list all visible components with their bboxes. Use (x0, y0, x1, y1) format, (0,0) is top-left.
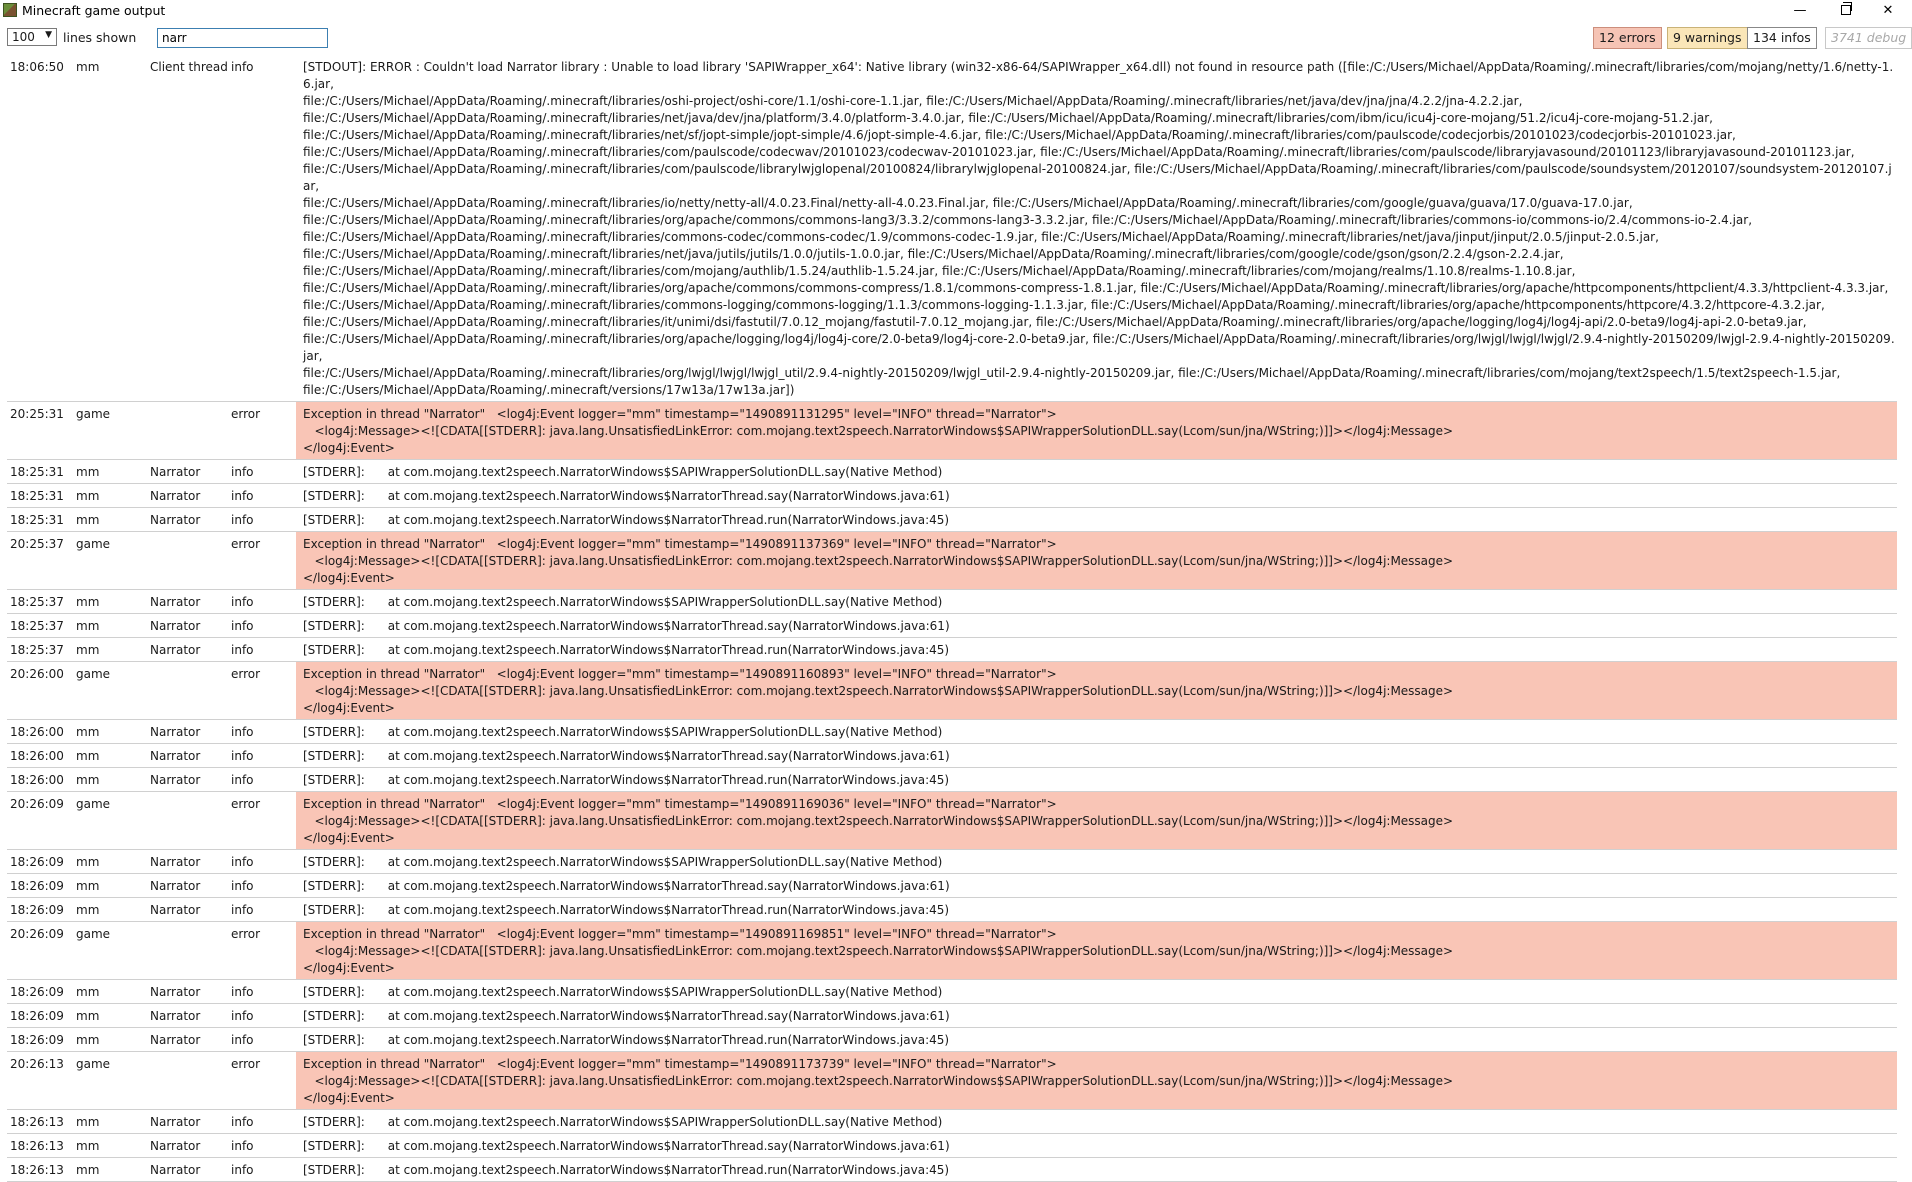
log-message: [STDERR]: at com.mojang.text2speech.NarratorWindows$NarratorThread.run(NarratorWindows.java:45) (303, 1033, 950, 1047)
log-level: info (231, 1009, 254, 1023)
log-thread: Narrator (150, 903, 201, 917)
log-level: info (231, 1163, 254, 1177)
log-level: error (231, 667, 261, 681)
log-time: 18:25:37 (10, 595, 64, 609)
log-message: Exception in thread "Narrator" <log4j:Event logger="mm" timestamp="1490891160893" level="INFO" thread="Narrator"> <log4j:Message><![CDATA[[STDERR]: java.lang.UnsatisfiedLinkError: com.mojang.text2speech.NarratorWindows$SAPIWrapperSolutionDLL.say(Lcom/sun/jna/WString;)]]></log4j:Message> </log4j:Event> (296, 662, 1897, 719)
log-time: 20:26:13 (10, 1057, 64, 1071)
log-thread: Narrator (150, 985, 201, 999)
log-row[interactable] (7, 898, 1897, 922)
infos-filter-badge[interactable]: 134 infos (1747, 27, 1817, 49)
log-time: 18:26:09 (10, 1033, 64, 1047)
log-source: mm (76, 985, 100, 999)
log-level: info (231, 985, 254, 999)
log-level: info (231, 1139, 254, 1153)
lines-shown-label: lines shown (63, 30, 137, 45)
log-level: error (231, 407, 261, 421)
log-source: mm (76, 465, 100, 479)
log-source: mm (76, 595, 100, 609)
log-time: 18:26:13 (10, 1163, 64, 1177)
log-source: mm (76, 1009, 100, 1023)
log-row[interactable] (7, 874, 1897, 898)
log-thread: Narrator (150, 619, 201, 633)
log-message: [STDERR]: at com.mojang.text2speech.NarratorWindows$NarratorThread.run(NarratorWindows.java:45) (303, 643, 950, 657)
log-thread: Narrator (150, 1009, 201, 1023)
log-thread: Narrator (150, 465, 201, 479)
log-row[interactable] (7, 508, 1897, 532)
log-source: game (76, 667, 111, 681)
log-message: Exception in thread "Narrator" <log4j:Event logger="mm" timestamp="1490891131295" level="INFO" thread="Narrator"> <log4j:Message><![CDATA[[STDERR]: java.lang.UnsatisfiedLinkError: com.mojang.text2speech.NarratorWindows$SAPIWrapperSolutionDLL.say(Lcom/sun/jna/WString;)]]></log4j:Message> </log4j:Event> (296, 402, 1897, 459)
log-row[interactable] (7, 638, 1897, 662)
log-level: info (231, 643, 254, 657)
log-thread: Narrator (150, 1163, 201, 1177)
log-source: mm (76, 1139, 100, 1153)
log-row[interactable] (7, 402, 1897, 460)
log-thread: Narrator (150, 1033, 201, 1047)
log-message: Exception in thread "Narrator" <log4j:Event logger="mm" timestamp="1490891169036" level="INFO" thread="Narrator"> <log4j:Message><![CDATA[[STDERR]: java.lang.UnsatisfiedLinkError: com.mojang.text2speech.NarratorWindows$SAPIWrapperSolutionDLL.say(Lcom/sun/jna/WString;)]]></log4j:Message> </log4j:Event> (296, 792, 1897, 849)
debug-filter-badge[interactable]: 3741 debug (1825, 27, 1912, 49)
log-row[interactable] (7, 792, 1897, 850)
log-time: 18:26:00 (10, 773, 64, 787)
log-message: [STDERR]: at com.mojang.text2speech.NarratorWindows$NarratorThread.run(NarratorWindows.java:45) (303, 773, 950, 787)
filter-input[interactable] (157, 28, 328, 48)
log-message: [STDERR]: at com.mojang.text2speech.NarratorWindows$NarratorThread.run(NarratorWindows.java:45) (303, 1163, 950, 1177)
log-thread: Narrator (150, 749, 201, 763)
log-level: error (231, 927, 261, 941)
log-message: Exception in thread "Narrator" <log4j:Event logger="mm" timestamp="1490891137369" level="INFO" thread="Narrator"> <log4j:Message><![CDATA[[STDERR]: java.lang.UnsatisfiedLinkError: com.mojang.text2speech.NarratorWindows$SAPIWrapperSolutionDLL.say(Lcom/sun/jna/WString;)]]></log4j:Message> </log4j:Event> (296, 532, 1897, 589)
window-title: Minecraft game output (22, 3, 166, 18)
log-source: game (76, 537, 111, 551)
log-message: [STDERR]: at com.mojang.text2speech.NarratorWindows$NarratorThread.say(NarratorWindows.java:61) (303, 619, 950, 633)
log-time: 18:25:31 (10, 465, 64, 479)
log-row[interactable] (7, 850, 1897, 874)
log-message: [STDERR]: at com.mojang.text2speech.NarratorWindows$NarratorThread.run(NarratorWindows.java:45) (303, 903, 950, 917)
log-message: [STDERR]: at com.mojang.text2speech.NarratorWindows$SAPIWrapperSolutionDLL.say(Native Method) (303, 725, 943, 739)
minimize-button[interactable]: — (1793, 3, 1807, 18)
log-time: 18:25:37 (10, 619, 64, 633)
log-row[interactable] (7, 1028, 1897, 1052)
log-level: info (231, 465, 254, 479)
log-message: [STDERR]: at com.mojang.text2speech.NarratorWindows$SAPIWrapperSolutionDLL.say(Native Method) (303, 465, 943, 479)
restore-icon (1841, 5, 1851, 15)
log-time: 20:26:09 (10, 797, 64, 811)
log-thread: Narrator (150, 855, 201, 869)
log-level: info (231, 879, 254, 893)
log-message: [STDERR]: at com.mojang.text2speech.NarratorWindows$NarratorThread.say(NarratorWindows.java:61) (303, 1009, 950, 1023)
log-time: 18:26:09 (10, 985, 64, 999)
log-level: error (231, 797, 261, 811)
log-source: mm (76, 513, 100, 527)
log-level: info (231, 903, 254, 917)
log-source: mm (76, 749, 100, 763)
log-time: 20:26:00 (10, 667, 64, 681)
log-time: 18:25:31 (10, 489, 64, 503)
close-button[interactable]: ✕ (1882, 3, 1894, 18)
log-thread: Narrator (150, 879, 201, 893)
log-row[interactable] (7, 484, 1897, 508)
log-source: mm (76, 903, 100, 917)
log-thread: Narrator (150, 1115, 201, 1129)
warnings-filter-badge[interactable]: 9 warnings (1667, 27, 1748, 49)
log-message: [STDERR]: at com.mojang.text2speech.NarratorWindows$SAPIWrapperSolutionDLL.say(Native Method) (303, 985, 943, 999)
log-time: 18:26:09 (10, 855, 64, 869)
log-message: [STDERR]: at com.mojang.text2speech.NarratorWindows$NarratorThread.say(NarratorWindows.java:61) (303, 879, 950, 893)
log-row[interactable] (7, 980, 1897, 1004)
log-row[interactable] (7, 1110, 1897, 1134)
log-source: mm (76, 1033, 100, 1047)
log-level: error (231, 537, 261, 551)
log-time: 18:26:09 (10, 903, 64, 917)
lines-shown-select[interactable] (7, 28, 57, 46)
log-row[interactable] (7, 1134, 1897, 1158)
log-row[interactable] (7, 922, 1897, 980)
dropdown-arrow-icon: ▼ (45, 30, 52, 40)
log-row[interactable] (7, 614, 1897, 638)
log-message: [STDERR]: at com.mojang.text2speech.NarratorWindows$NarratorThread.run(NarratorWindows.java:45) (303, 513, 950, 527)
log-row[interactable] (7, 662, 1897, 720)
log-time: 18:26:09 (10, 879, 64, 893)
log-source: mm (76, 489, 100, 503)
log-thread: Narrator (150, 773, 201, 787)
log-row[interactable] (7, 55, 1897, 402)
toolbar (0, 25, 1907, 53)
log-time: 18:25:31 (10, 513, 64, 527)
log-row[interactable] (7, 768, 1897, 792)
errors-filter-badge[interactable]: 12 errors (1593, 27, 1662, 49)
log-thread: Narrator (150, 513, 201, 527)
log-level: info (231, 1115, 254, 1129)
log-level: info (231, 773, 254, 787)
lines-shown-value: 100 (12, 30, 35, 44)
log-time: 18:26:09 (10, 1009, 64, 1023)
log-level: info (231, 855, 254, 869)
log-thread: Narrator (150, 489, 201, 503)
title-bar (0, 0, 1897, 22)
log-source: mm (76, 60, 100, 74)
minecraft-grass-block-icon (3, 3, 17, 17)
log-message: [STDERR]: at com.mojang.text2speech.NarratorWindows$NarratorThread.say(NarratorWindows.java:61) (303, 749, 950, 763)
log-thread: Narrator (150, 595, 201, 609)
log-time: 18:06:50 (10, 60, 64, 74)
log-row[interactable] (7, 460, 1897, 484)
log-row[interactable] (7, 1004, 1897, 1028)
log-list[interactable] (7, 55, 1897, 1182)
log-level: info (231, 749, 254, 763)
log-message: Exception in thread "Narrator" <log4j:Event logger="mm" timestamp="1490891173739" level="INFO" thread="Narrator"> <log4j:Message><![CDATA[[STDERR]: java.lang.UnsatisfiedLinkError: com.mojang.text2speech.NarratorWindows$SAPIWrapperSolutionDLL.say(Lcom/sun/jna/WString;)]]></log4j:Message> </log4j:Event> (296, 1052, 1897, 1109)
log-level: info (231, 619, 254, 633)
log-thread: Client thread (150, 60, 228, 74)
log-thread: Narrator (150, 725, 201, 739)
log-time: 18:26:00 (10, 749, 64, 763)
log-source: game (76, 407, 111, 421)
log-row[interactable] (7, 532, 1897, 590)
log-level: error (231, 1057, 261, 1071)
log-message: [STDERR]: at com.mojang.text2speech.NarratorWindows$SAPIWrapperSolutionDLL.say(Native Method) (303, 855, 943, 869)
log-time: 20:25:31 (10, 407, 64, 421)
log-level: info (231, 725, 254, 739)
log-source: mm (76, 643, 100, 657)
log-time: 18:26:13 (10, 1139, 64, 1153)
log-message: [STDERR]: at com.mojang.text2speech.NarratorWindows$NarratorThread.say(NarratorWindows.java:61) (303, 489, 950, 503)
log-source: mm (76, 619, 100, 633)
log-row[interactable] (7, 590, 1897, 614)
log-level: info (231, 595, 254, 609)
log-message: [STDERR]: at com.mojang.text2speech.NarratorWindows$SAPIWrapperSolutionDLL.say(Native Method) (303, 595, 943, 609)
log-time: 18:26:00 (10, 725, 64, 739)
log-message: [STDERR]: at com.mojang.text2speech.NarratorWindows$NarratorThread.say(NarratorWindows.java:61) (303, 1139, 950, 1153)
log-thread: Narrator (150, 643, 201, 657)
log-source: game (76, 927, 111, 941)
log-source: mm (76, 725, 100, 739)
log-time: 20:26:09 (10, 927, 64, 941)
log-source: game (76, 1057, 111, 1071)
log-source: mm (76, 855, 100, 869)
log-message: [STDERR]: at com.mojang.text2speech.NarratorWindows$SAPIWrapperSolutionDLL.say(Native Method) (303, 1115, 943, 1129)
log-row[interactable] (7, 1052, 1897, 1110)
log-source: mm (76, 773, 100, 787)
log-message: Exception in thread "Narrator" <log4j:Event logger="mm" timestamp="1490891169851" level="INFO" thread="Narrator"> <log4j:Message><![CDATA[[STDERR]: java.lang.UnsatisfiedLinkError: com.mojang.text2speech.NarratorWindows$SAPIWrapperSolutionDLL.say(Lcom/sun/jna/WString;)]]></log4j:Message> </log4j:Event> (296, 922, 1897, 979)
log-level: info (231, 60, 254, 74)
log-message: [STDOUT]: ERROR : Couldn't load Narrator library : Unable to load library 'SAPIWrapper_x64': Native library (win32-x86-64/SAPIWrapper_x64.dll) not found in resource path ([file:/C:/Users/Michael/AppData/Roaming/.minecraft/libraries/com/mojang/netty/1.6/netty-1.6.jar, file:/C:/Users/Michael/AppData/Roaming/.minecraft/libraries/oshi-project/oshi-core/1.1/oshi-core-1.1.jar, file:/C:/Users/Michael/AppData/Roaming/.minecraft/libraries/net/java/dev/jna/jna/4.2.2/jna-4.2.2.jar, file:/C:/Users/Michael/AppData/Roaming/.minecraft/libraries/net/java/dev/jna/platform/3.4.0/platform-3.4.0.jar, file:/C:/Users/Michael/AppData/Roaming/.minecraft/libraries/com/ibm/icu/icu4j-core-mojang/51.2/icu4j-core-mojang-51.2.jar, file:/C:/Users/Michael/AppData/Roaming/.minecraft/libraries/net/sf/jopt-simple/jopt-simple/4.6/jopt-simple-4.6.jar, file:/C:/Users/Michael/AppData/Roaming/.minecraft/libraries/com/paulscode/codecjorbis/20101023/codecjorbis-20101023.jar, file:/C:/Users/Michael/AppData/Roaming/.minecraft/libraries/com/paulscode/codecwav/20101023/codecwav-20101023.jar, file:/C:/Users/Michael/AppData/Roaming/.minecraft/libraries/com/paulscode/libraryjavasound/20101123/libraryjavasound-20101123.jar, file:/C:/Users/Michael/AppData/Roaming/.minecraft/libraries/com/paulscode/librarylwjglopenal/20100824/librarylwjglopenal-20100824.jar, file:/C:/Users/Michael/AppData/Roaming/.minecraft/libraries/com/paulscode/soundsystem/20120107/soundsystem-20120107.jar, file:/C:/Users/Michael/AppData/Roaming/.minecraft/libraries/io/netty/netty-all/4.0.23.Final/netty-all-4.0.23.Final.jar, file:/C:/Users/Michael/AppData/Roaming/.minecraft/libraries/com/google/guava/guava/17.0/guava-17.0.jar, file:/C:/Users/Michael/AppData/Roaming/.minecraft/libraries/org/apache/commons/commons-lang3/3.3.2/commons-lang3-3.3.2.jar, file:/C:/Users/Michael/AppData/Roaming/.minecraft/libraries/commons-io/commons-io/2.4/commons-io-2.4.jar, file:/C:/Users/Michael/AppData/Roaming/.minecraft/libraries/commons-codec/commons-codec/1.9/commons-codec-1.9.jar, file:/C:/Users/Michael/AppData/Roaming/.minecraft/libraries/net/java/jinput/jinput/2.0.5/jinput-2.0.5.jar, file:/C:/Users/Michael/AppData/Roaming/.minecraft/libraries/net/java/jutils/jutils/1.0.0/jutils-1.0.0.jar, file:/C:/Users/Michael/AppData/Roaming/.minecraft/libraries/com/google/code/gson/gson/2.2.4/gson-2.2.4.jar, file:/C:/Users/Michael/AppData/Roaming/.minecraft/libraries/com/mojang/authlib/1.5.24/authlib-1.5.24.jar, file:/C:/Users/Michael/AppData/Roaming/.minecraft/libraries/com/mojang/realms/1.10.8/realms-1.10.8.jar, file:/C:/Users/Michael/AppData/Roaming/.minecraft/libraries/org/apache/commons/commons-compress/1.8.1/commons-compress-1.8.1.jar, file:/C:/Users/Michael/AppData/Roaming/.minecraft/libraries/org/apache/httpcomponents/httpclient/4.3.3/httpclient-4.3.3.jar, file:/C:/Users/Michael/AppData/Roaming/.minecraft/libraries/commons-logging/commons-logging/1.1.3/commons-logging-1.1.3.jar, file:/C:/Users/Michael/AppData/Roaming/.minecraft/libraries/org/apache/httpcomponents/httpcore/4.3.2/httpcore-4.3.2.jar, file:/C:/Users/Michael/AppData/Roaming/.minecraft/libraries/it/unimi/dsi/fastutil/7.0.12_mojang/fastutil-7.0.12_mojang.jar, file:/C:/Users/Michael/AppData/Roaming/.minecraft/libraries/org/apache/logging/log4j/log4j-api/2.0-beta9/log4j-api-2.0-beta9.jar, file:/C:/Users/Michael/AppData/Roaming/.minecraft/libraries/org/apache/logging/log4j/log4j-core/2.0-beta9/log4j-core-2.0-beta9.jar, file:/C:/Users/Michael/AppData/Roaming/.minecraft/libraries/org/lwjgl/lwjgl/lwjgl/2.9.4-nightly-20150209/lwjgl-2.9.4-nightly-20150209.jar, file:/C:/Users/Michael/AppData/Roaming/.minecraft/libraries/org/lwjgl/lwjgl/lwjgl_util/2.9.4-nightly-20150209/lwjgl_util-2.9.4-nightly-20150209.jar, file:/C:/Users/Michael/AppData/Roaming/.minecraft/libraries/com/mojang/text2speech/1.5/text2speech-1.5.jar, file:/C:/Users/Michael/AppData/Roaming/.minecraft/versions/17w13a/17w13a.jar]) (303, 60, 1895, 397)
log-row[interactable] (7, 1158, 1897, 1182)
log-level: info (231, 1033, 254, 1047)
log-time: 20:25:37 (10, 537, 64, 551)
log-time: 18:26:13 (10, 1115, 64, 1129)
log-source: mm (76, 1115, 100, 1129)
log-row[interactable] (7, 744, 1897, 768)
log-source: mm (76, 1163, 100, 1177)
restore-button[interactable] (1823, 0, 1869, 22)
log-row[interactable] (7, 720, 1897, 744)
log-source: mm (76, 879, 100, 893)
log-thread: Narrator (150, 1139, 201, 1153)
log-level: info (231, 489, 254, 503)
log-source: game (76, 797, 111, 811)
log-time: 18:25:37 (10, 643, 64, 657)
log-level: info (231, 513, 254, 527)
